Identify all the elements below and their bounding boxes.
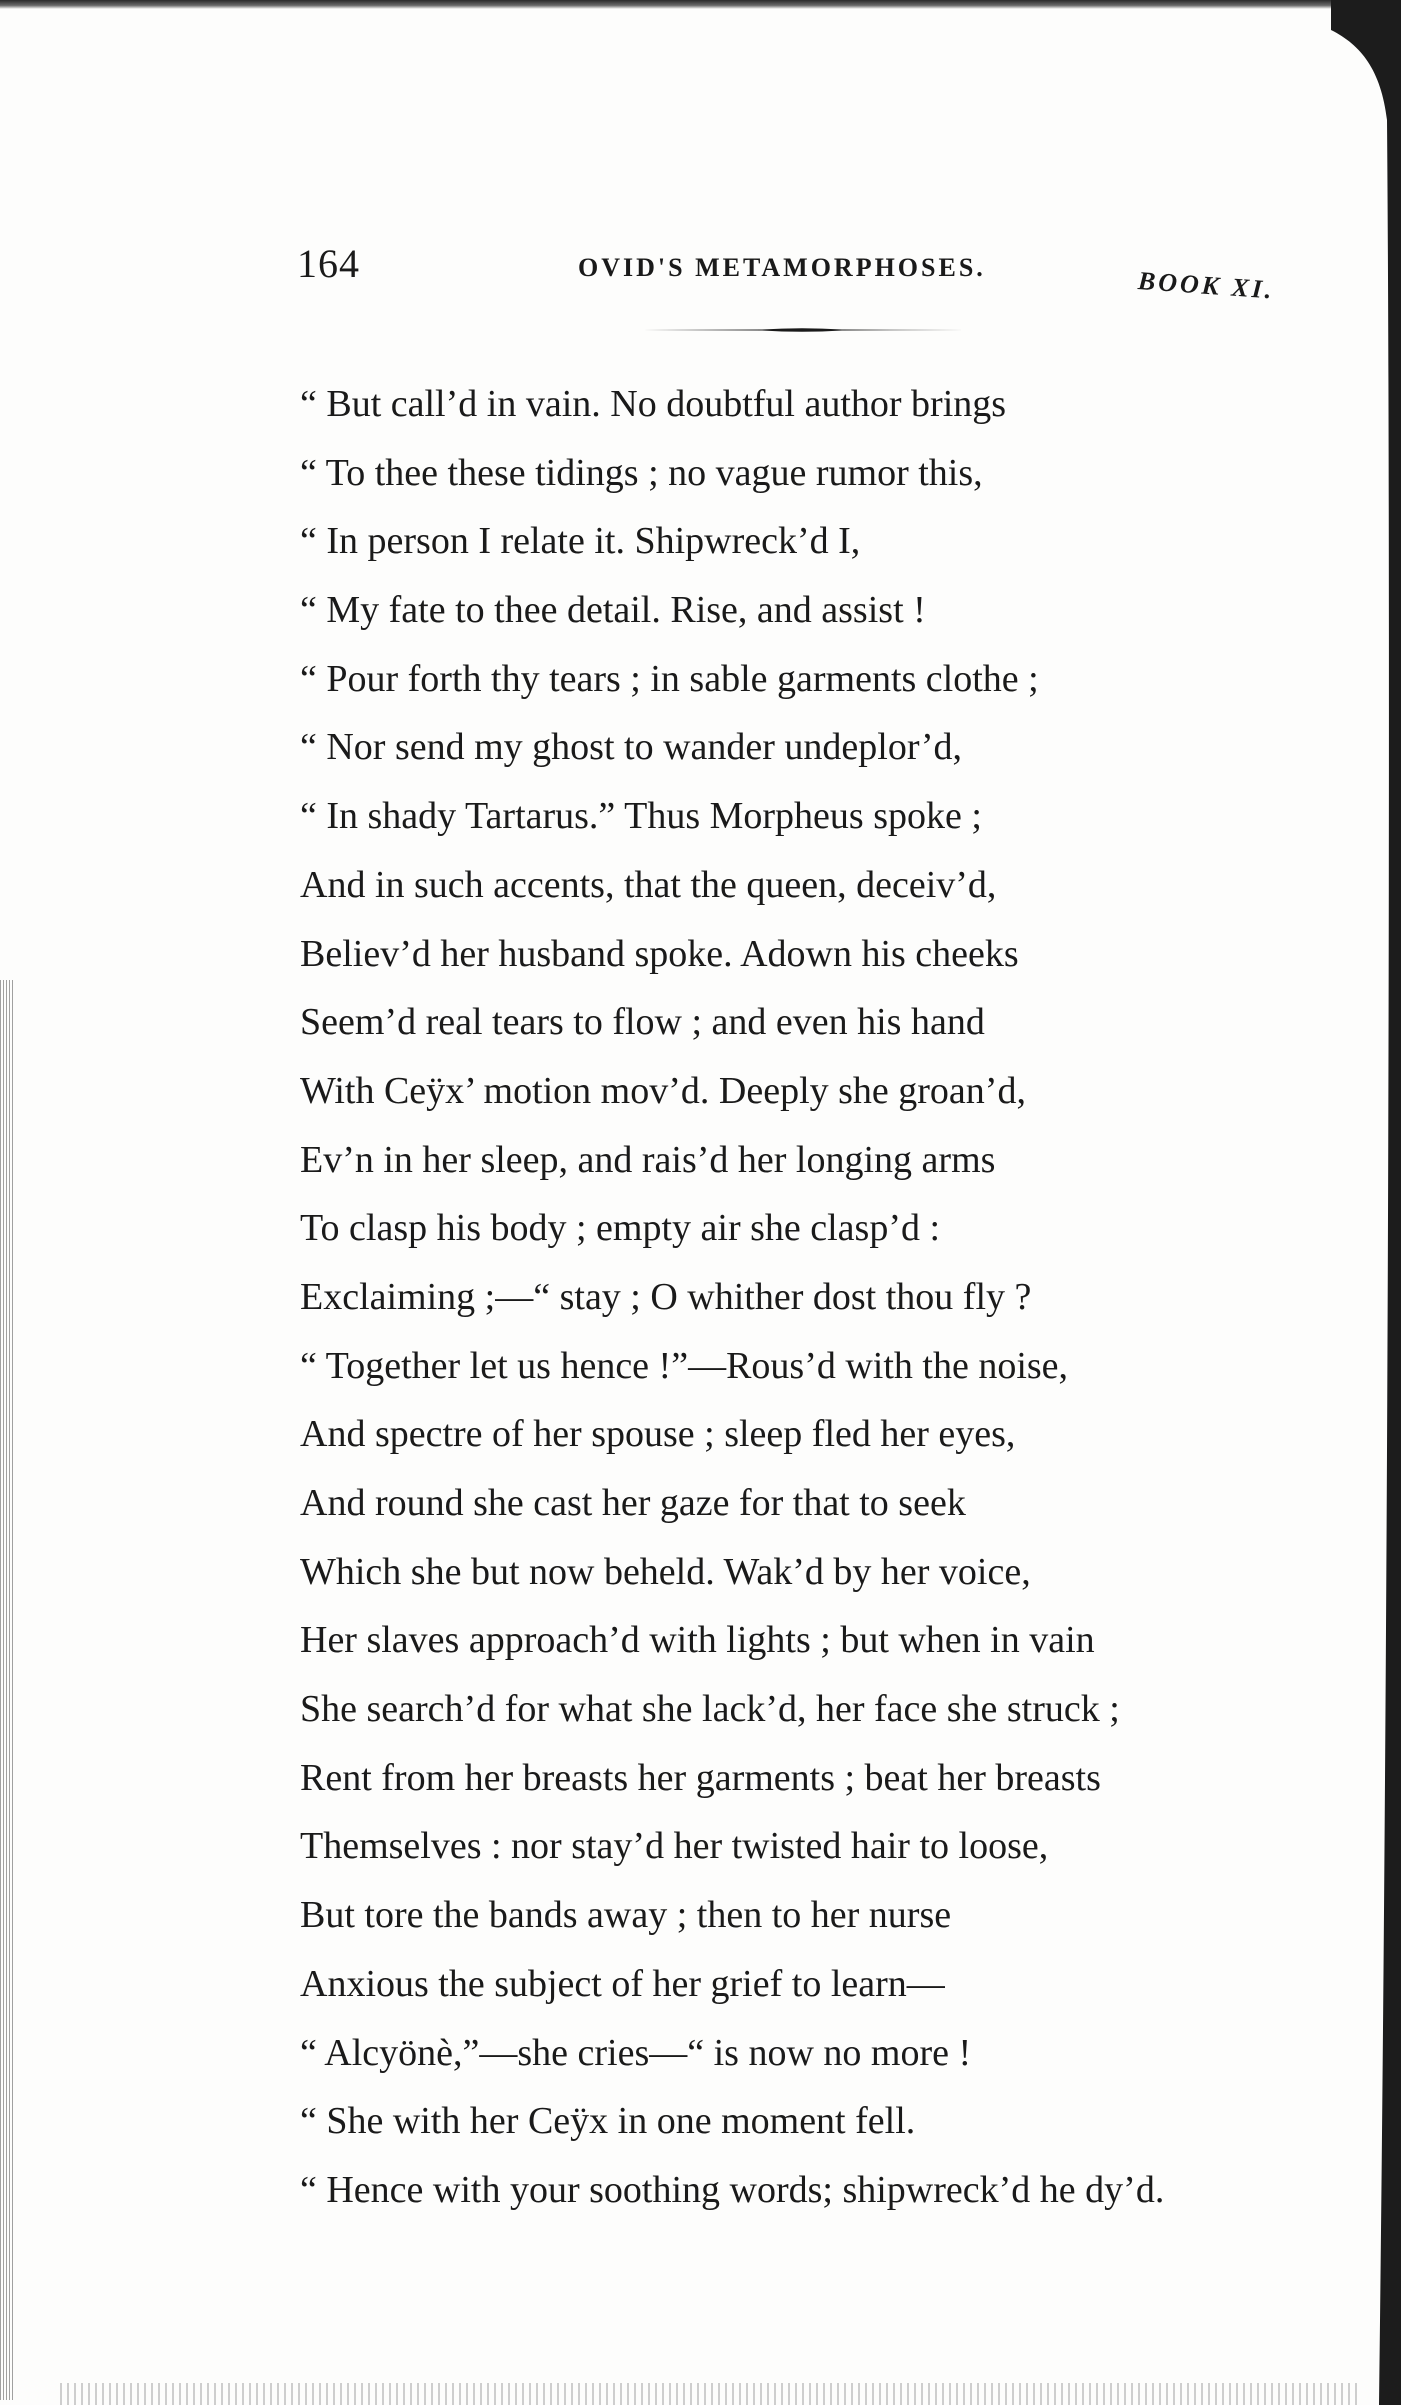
verse-line: “ To thee these tidings ; no vague rumor this, bbox=[300, 451, 983, 494]
verse-line: “ Together let us hence !”—Rous’d with the noise, bbox=[300, 1344, 1069, 1387]
verse-line: Anxious the subject of her grief to learn— bbox=[300, 1962, 945, 2005]
verse-line: “ Alcyönè,”—she cries—“ is now no more ! bbox=[300, 2031, 972, 2074]
running-title: OVID'S METAMORPHOSES. bbox=[578, 253, 986, 282]
verse-line: “ But call’d in vain. No doubtful author brings bbox=[300, 383, 1007, 425]
page-left-edge bbox=[0, 980, 14, 2400]
page-top-edge bbox=[0, 0, 1401, 9]
verse-line: Seem’d real tears to flow ; and even his hand bbox=[300, 1001, 985, 1044]
verse-line: And spectre of her spouse ; sleep fled her eyes, bbox=[300, 1413, 1016, 1456]
page-number: 164 bbox=[297, 241, 360, 286]
verse-line: And in such accents, that the queen, deceiv’d, bbox=[300, 863, 997, 906]
page-bottom-edge bbox=[60, 2383, 1360, 2405]
verse-line: “ In person I relate it. Shipwreck’d I, bbox=[300, 520, 861, 563]
verse-line: “ Pour forth thy tears ; in sable garments clothe ; bbox=[300, 657, 1039, 700]
verse-line: “ She with her Ceÿx in one moment fell. bbox=[300, 2100, 916, 2143]
verse-line: “ Hence with your soothing words; shipwreck’d he dy’d. bbox=[300, 2168, 1165, 2211]
verse-line: Believ’d her husband spoke. Adown his cheeks bbox=[300, 932, 1019, 975]
poem-text bbox=[300, 370, 1340, 2225]
verse-line: She search’d for what she lack’d, her face she struck ; bbox=[300, 1688, 1120, 1731]
verse-line: To clasp his body ; empty air she clasp’d : bbox=[300, 1207, 941, 1250]
verse-line: And round she cast her gaze for that to seek bbox=[300, 1482, 966, 1524]
verse-line: Ev’n in her sleep, and rais’d her longing arms bbox=[300, 1138, 996, 1181]
verse-line: “ Nor send my ghost to wander undeplor’d, bbox=[300, 726, 963, 769]
verse-line: “ My fate to thee detail. Rise, and assist ! bbox=[300, 589, 926, 632]
verse-line: Her slaves approach’d with lights ; but when in vain bbox=[300, 1619, 1095, 1662]
verse-line: Rent from her breasts her garments ; beat her breasts bbox=[300, 1756, 1101, 1799]
book-label: BOOK XI. bbox=[1137, 266, 1276, 305]
verse-line: With Ceÿx’ motion mov’d. Deeply she groan’d, bbox=[300, 1069, 1026, 1112]
verse-line: But tore the bands away ; then to her nurse bbox=[300, 1894, 952, 1937]
header-rule bbox=[642, 327, 965, 333]
page-curl bbox=[1331, 0, 1401, 2405]
verse-line: Which she but now beheld. Wak’d by her voice, bbox=[300, 1550, 1031, 1593]
verse-line: “ In shady Tartarus.” Thus Morpheus spoke ; bbox=[300, 795, 982, 838]
verse-line: Exclaiming ;—“ stay ; O whither dost thou fly ? bbox=[300, 1275, 1032, 1318]
verse-line: Themselves : nor stay’d her twisted hair to loose, bbox=[300, 1825, 1049, 1868]
